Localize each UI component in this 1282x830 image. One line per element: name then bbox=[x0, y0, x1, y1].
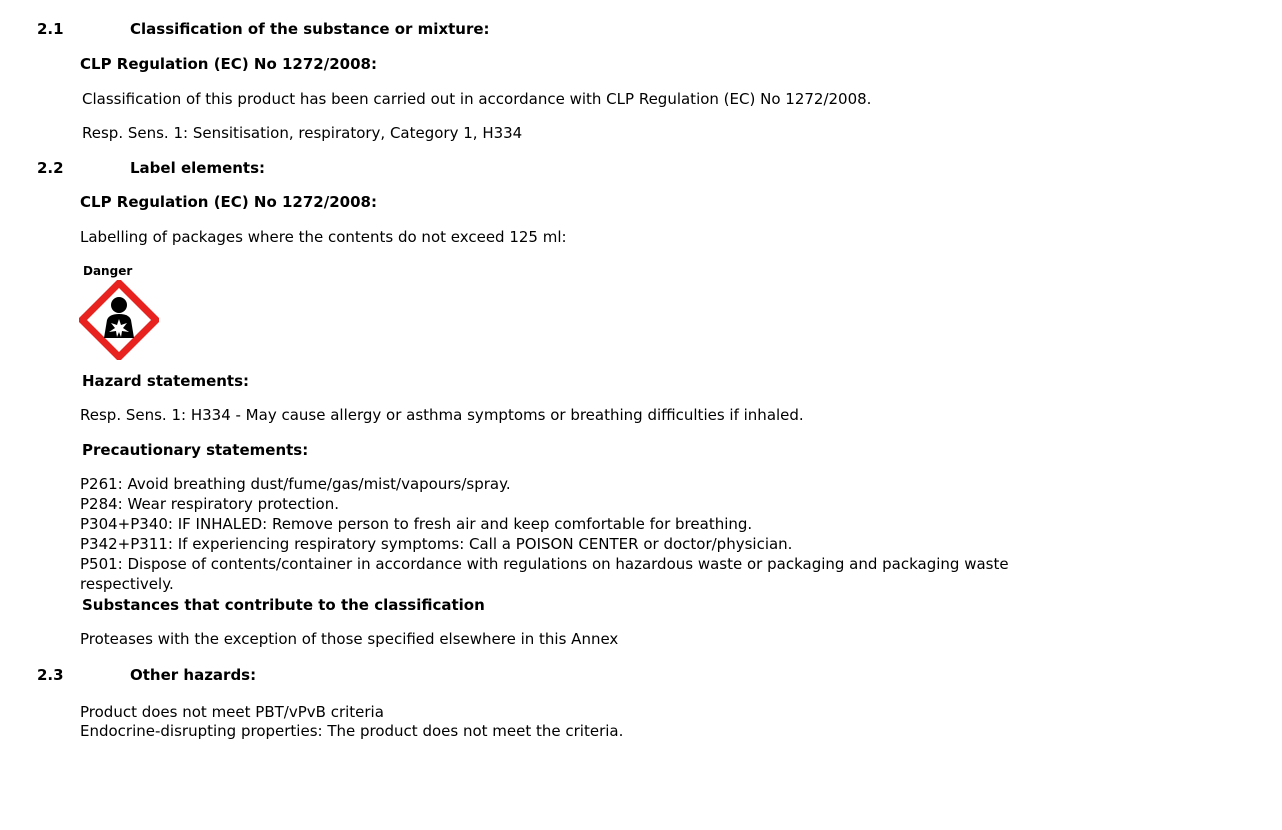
labelling-note: Labelling of packages where the contents do not exceed 125 ml: bbox=[80, 228, 567, 246]
classification-text: Classification of this product has been carried out in accordance with CLP Regulation (EC) No 1272/2008. bbox=[82, 90, 872, 108]
other-hazards-pbt: Product does not meet PBT/vPvB criteria bbox=[80, 703, 384, 721]
section-title-2-2: Label elements: bbox=[130, 159, 266, 177]
hazard-statement: Resp. Sens. 1: H334 - May cause allergy or asthma symptoms or breathing difficulties if inhaled. bbox=[80, 406, 804, 424]
precaution-p501-continued: respectively. bbox=[80, 575, 174, 593]
precaution-p342-p311: P342+P311: If experiencing respiratory symptoms: Call a POISON CENTER or doctor/physician. bbox=[80, 535, 793, 553]
precaution-p304-p340: P304+P340: IF INHALED: Remove person to fresh air and keep comfortable for breathing. bbox=[80, 515, 753, 533]
precaution-p284: P284: Wear respiratory protection. bbox=[80, 495, 339, 513]
hazard-class-text: Resp. Sens. 1: Sensitisation, respiratory, Category 1, H334 bbox=[82, 124, 523, 142]
substances-heading: Substances that contribute to the classification bbox=[82, 596, 485, 614]
precaution-heading: Precautionary statements: bbox=[82, 441, 309, 459]
section-title-2-1: Classification of the substance or mixture: bbox=[130, 20, 490, 38]
clp-heading-2-2: CLP Regulation (EC) No 1272/2008: bbox=[80, 193, 377, 211]
clp-heading-2-1: CLP Regulation (EC) No 1272/2008: bbox=[80, 55, 377, 73]
hazard-heading: Hazard statements: bbox=[82, 372, 250, 390]
section-title-2-3: Other hazards: bbox=[130, 666, 257, 684]
precaution-p501: P501: Dispose of contents/container in accordance with regulations on hazardous waste or packaging and packaging waste bbox=[80, 555, 1009, 573]
substances-text: Proteases with the exception of those specified elsewhere in this Annex bbox=[80, 630, 619, 648]
signal-word: Danger bbox=[83, 264, 133, 278]
section-number-2-2: 2.2 bbox=[37, 159, 64, 177]
precaution-p261: P261: Avoid breathing dust/fume/gas/mist/vapours/spray. bbox=[80, 475, 511, 493]
health-hazard-icon bbox=[79, 280, 159, 360]
section-number-2-1: 2.1 bbox=[37, 20, 64, 38]
other-hazards-endocrine: Endocrine-disrupting properties: The product does not meet the criteria. bbox=[80, 722, 624, 740]
section-number-2-3: 2.3 bbox=[37, 666, 64, 684]
